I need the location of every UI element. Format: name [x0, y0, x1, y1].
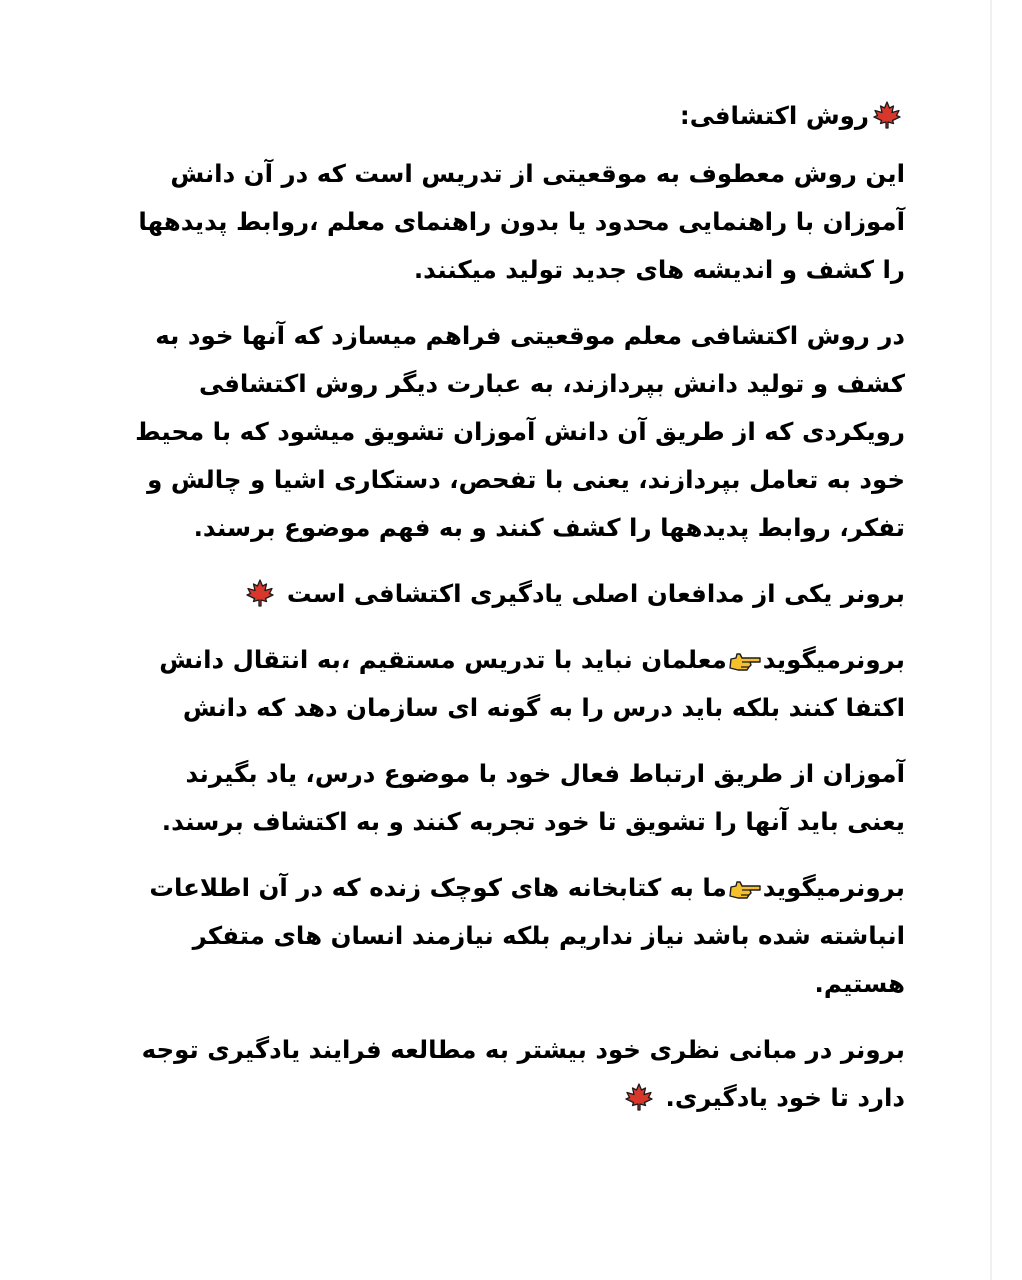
maple-leaf-icon — [245, 576, 275, 606]
section-heading-text: روش اکتشافی: — [679, 101, 869, 130]
document-body — [120, 92, 905, 1140]
quote-text: معلمان نباید با تدریس مستقیم ،به انتقال دانش اکتفا کنند بلکه باید درس را به گونه ای سازمان دهد که دانش — [159, 645, 905, 722]
paragraph-bruner-intro — [120, 570, 905, 618]
paragraph-bruner-theory — [120, 1026, 905, 1122]
maple-leaf-icon — [872, 98, 902, 128]
section-heading — [120, 92, 905, 140]
quote-text: ما به کتابخانه های کوچک زنده که در آن اطلاعات انباشته شده باشد نیاز نداریم بلکه نیازمند انسان های متفکر هستیم. — [149, 873, 905, 998]
paragraph-bruner-quote-1 — [120, 636, 905, 732]
paragraph-bruner-quote-2 — [120, 864, 905, 1008]
quote-speaker: برونرمیگوید — [762, 645, 905, 674]
paragraph-definition: این روش معطوف به موقعیتی از تدریس است که در آن دانش آموزان با راهنمایی محدود یا بدون راهنمای معلم ،روابط پدیدهها را کشف و اندیشه های جدید تولید میکنند. — [138, 159, 905, 284]
page-edge — [990, 0, 992, 1280]
pointing-hand-icon — [728, 868, 762, 892]
paragraph-student-engagement: آموزان از طریق ارتباط فعال خود با موضوع درس، یاد بگیرند یعنی باید آنها را تشویق تا خود تجربه کنند و به اکتشاف برسند. — [161, 759, 905, 836]
paragraph-bruner-intro-text: برونر یکی از مدافعان اصلی یادگیری اکتشافی است — [286, 579, 905, 608]
pointing-hand-icon — [728, 640, 762, 664]
paragraph-bruner-theory-text: برونر در مبانی نظری خود بیشتر به مطالعه فرایند یادگیری توجه دارد تا خود یادگیری. — [141, 1035, 905, 1112]
maple-leaf-icon — [624, 1080, 654, 1110]
paragraph-teacher-role: در روش اکتشافی معلم موقعیتی فراهم میسازد که آنها خود به کشف و تولید دانش بپردازند، به عبارت دیگر روش اکتشافی رویکردی که از طریق آن دانش آموزان تشویق میشود که با محیط خود به تعامل بپردازند، یعنی با تفحص، دستکاری اشیا و چالش و تفکر، روابط پدیدهها را کشف کنند و به فهم موضوع برسند. — [135, 321, 905, 542]
quote-speaker: برونرمیگوید — [762, 873, 905, 902]
